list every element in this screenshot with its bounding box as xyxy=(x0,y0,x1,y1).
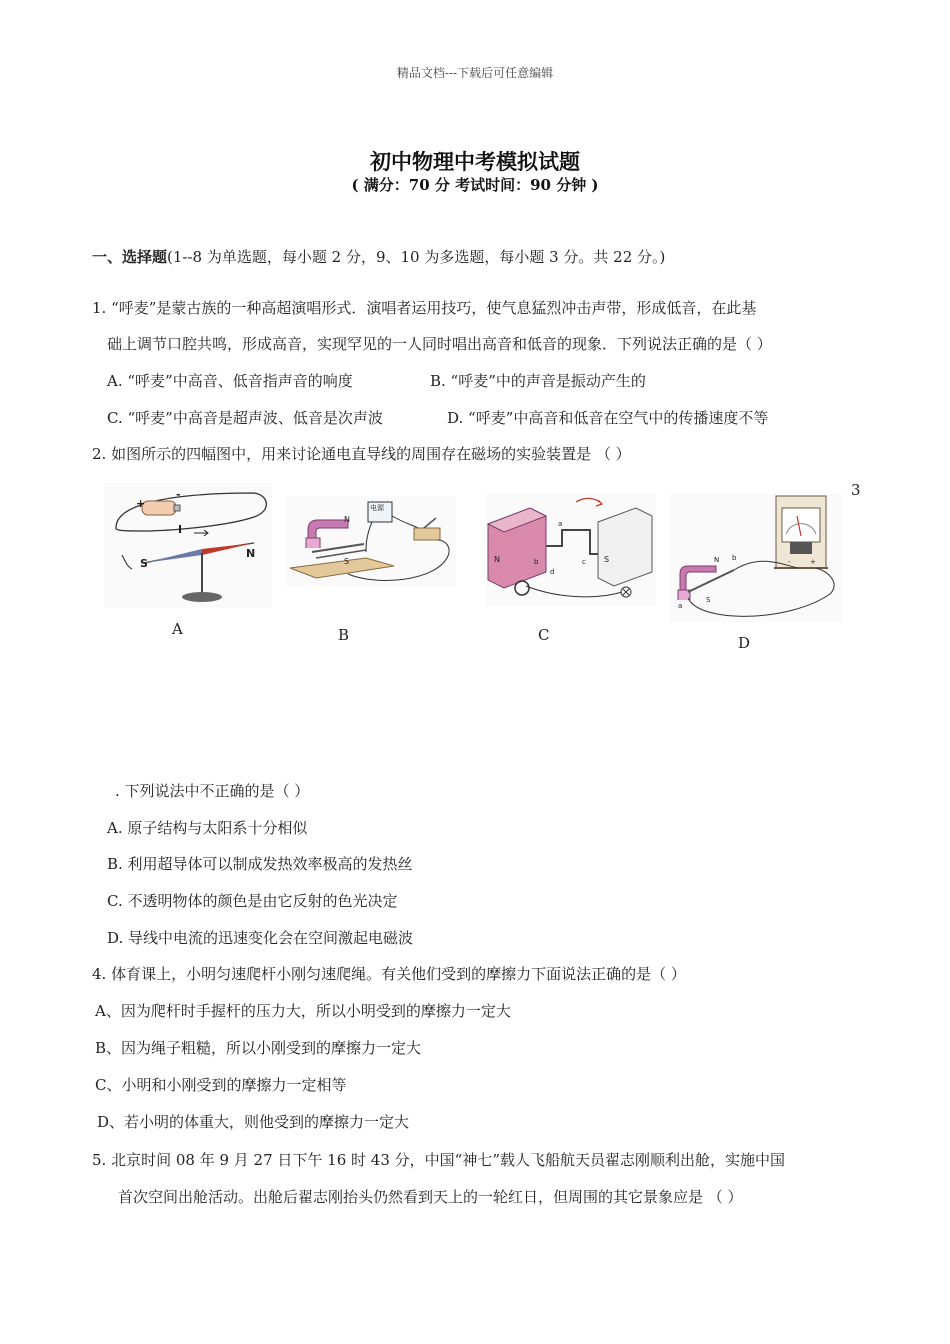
fig-b-north: N xyxy=(344,515,350,524)
figure-b-illustration xyxy=(286,496,456,586)
fig-c-north: N xyxy=(494,555,500,564)
fig-d-north: N xyxy=(714,556,720,564)
section-title: 一、选择题 xyxy=(92,248,168,266)
q3-option-d: D. 导线中电流的迅速变化会在空间激起电磁波 xyxy=(107,929,414,947)
fig-a-north: N xyxy=(246,547,256,560)
figure-b-label: B xyxy=(338,626,350,644)
q4-stem: 4. 体育课上，小明匀速爬杆小刚匀速爬绳。有关他们受到的摩擦力下面说法正确的是（ ） xyxy=(92,965,686,983)
exam-subtitle: ( 满分：70 分 考试时间：90 分钟 ) xyxy=(351,176,599,194)
fig-d-plus: + xyxy=(810,558,816,566)
fig-c-c: c xyxy=(582,558,586,566)
q1-option-c: C. “呼麦”中高音是超声波、低音是次声波 xyxy=(107,409,383,427)
section-heading xyxy=(92,246,665,267)
figure-a-illustration xyxy=(104,483,272,608)
page-header: 精品文档---下载后可任意编辑 xyxy=(396,66,554,80)
fig-c-south: S xyxy=(604,555,610,564)
q4-option-a: A、因为爬杆时手握杆的压力大，所以小明受到的摩擦力一定大 xyxy=(95,1002,511,1020)
figure-d-illustration xyxy=(670,494,842,622)
fig-c-a: a xyxy=(558,520,563,528)
q3-option-a: A. 原子结构与太阳系十分相似 xyxy=(107,819,308,837)
q5-stem-line2: 首次空间出舱活动。出舱后翟志刚抬头仍然看到天上的一轮红日，但周围的其它景象应是 （ ） xyxy=(118,1188,743,1206)
q1-option-d: D. “呼麦”中高音和低音在空气中的传播速度不等 xyxy=(447,409,769,427)
fig-a-current: I xyxy=(178,523,183,536)
section-note: (1--8 为单选题，每小题 2 分，9、10 为多选题，每小题 3 分。共 22 分。) xyxy=(167,248,666,266)
q4-option-d: D、若小明的体重大，则他受到的摩擦力一定大 xyxy=(97,1113,410,1131)
q2-stem: 2. 如图所示的四幅图中，用来讨论通电直导线的周围存在磁场的实验装置是 （ ） xyxy=(92,445,631,463)
fig-c-b: b xyxy=(534,558,539,566)
q1-stem-line1: 1. “呼麦”是蒙古族的一种高超演唱形式．演唱者运用技巧，使气息猛烈冲击声带，形成低音，在此基 xyxy=(92,299,757,317)
q5-stem-line1: 5. 北京时间 08 年 9 月 27 日下午 16 时 43 分，中国“神七”载人飞船航天员翟志刚顺利出舱，实施中国 xyxy=(92,1151,785,1169)
q1-option-a: A. “呼麦”中高音、低音指声音的响度 xyxy=(107,372,353,390)
figure-c-illustration xyxy=(486,494,656,606)
figure-c-label: C xyxy=(538,626,550,644)
q1-option-b: B. “呼麦”中的声音是振动产生的 xyxy=(430,372,646,390)
fig-b-south: S xyxy=(344,557,350,566)
fig-a-south: S xyxy=(140,557,148,570)
fig-b-battery: 电源 xyxy=(370,504,384,512)
fig-d-b: b xyxy=(732,554,737,562)
q3-option-b: B. 利用超导体可以制成发热效率极高的发热丝 xyxy=(107,855,413,873)
q3-number: 3 xyxy=(851,481,861,499)
exam-title: 初中物理中考模拟试题 xyxy=(370,149,580,174)
fig-a-minus: - xyxy=(176,488,181,501)
fig-d-minus: - xyxy=(788,558,791,566)
fig-c-d: d xyxy=(550,568,555,576)
fig-a-plus: + xyxy=(136,497,146,510)
q3-stem: . 下列说法中不正确的是（ ） xyxy=(115,782,310,800)
q1-stem-line2: 础上调节口腔共鸣，形成高音，实现罕见的一人同时唱出高音和低音的现象．下列说法正确的是（ ） xyxy=(107,335,772,353)
figure-d-label: D xyxy=(738,634,751,652)
q4-option-c: C、小明和小刚受到的摩擦力一定相等 xyxy=(95,1076,347,1094)
q4-option-b: B、因为绳子粗糙，所以小刚受到的摩擦力一定大 xyxy=(95,1039,422,1057)
fig-d-south: S xyxy=(706,596,711,604)
figure-a-label: A xyxy=(172,620,183,638)
q3-option-c: C. 不透明物体的颜色是由它反射的色光决定 xyxy=(107,892,398,910)
fig-d-a: a xyxy=(678,602,683,610)
